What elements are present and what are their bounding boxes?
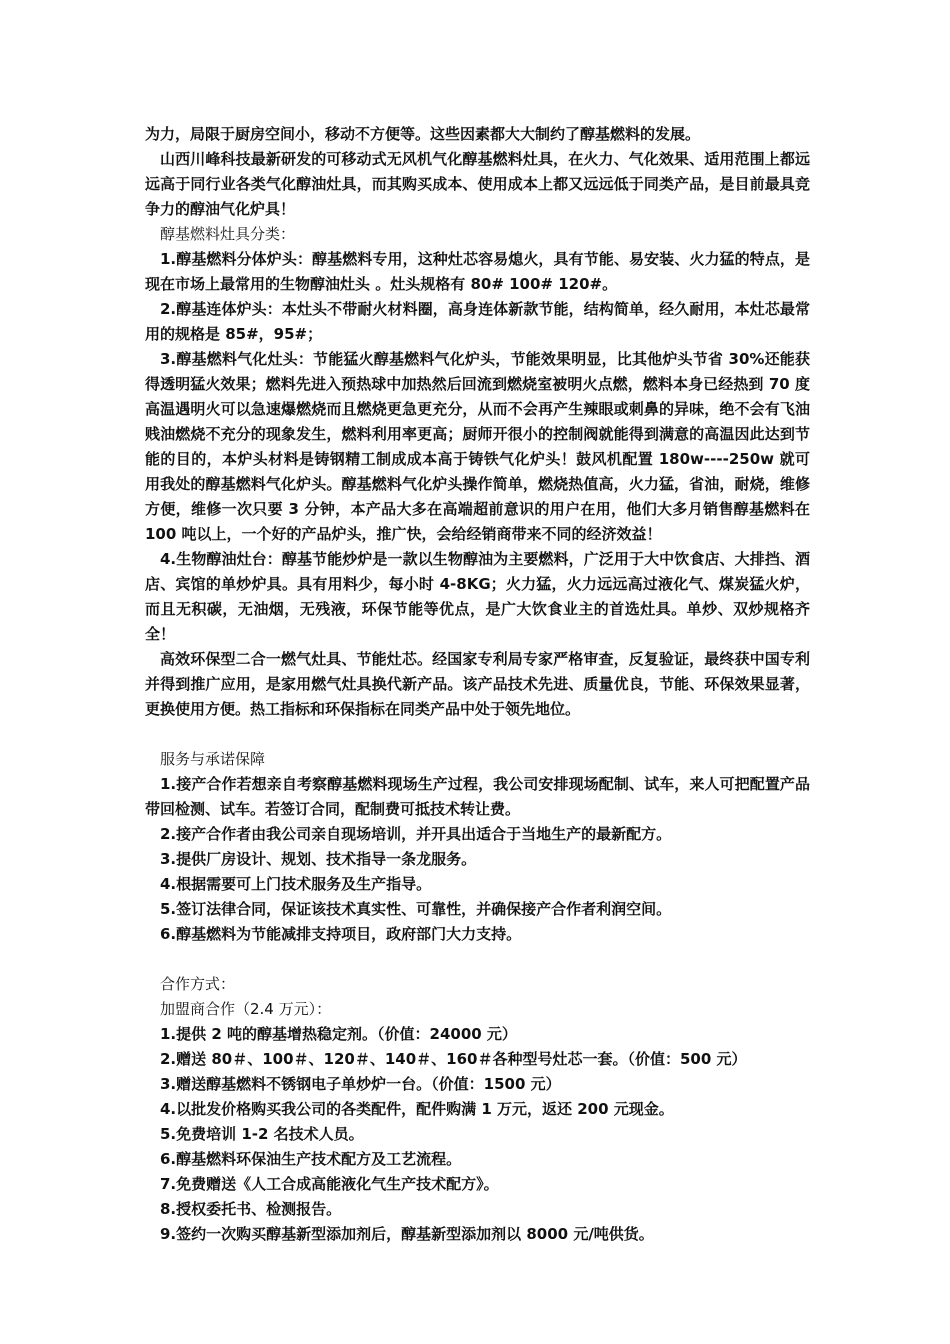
service-item: 5.签订法律合同，保证该技术真实性、可靠性，并确保接产合作者利润空间。 [160, 900, 672, 918]
classification-closing-paragraph: 高效环保型二合一燃气灶具、节能灶芯。经国家专利局专家严格审查，反复验证，最终获中国专利并得到推广应用，是家用燃气灶具换代新产品。该产品技术先进、质量优良，节能、环保效果显著，更换使用方便。热工指标和环保指标在同类产品中处于领先地位。 [145, 650, 810, 718]
cooperation-item: 4.以批发价格购买我公司的各类配件，配件购满 1 万元，返还 200 元现金。 [160, 1100, 674, 1118]
cooperation-item: 8.授权委托书、检测报告。 [160, 1200, 342, 1218]
service-item: 2.接产合作者由我公司亲自现场培训，并开具出适合于当地生产的最新配方。 [160, 825, 672, 843]
service-heading: 服务与承诺保障 [160, 750, 266, 768]
intro-continuation: 为力，局限于厨房空间小，移动不方便等。这些因素都大大制约了醇基燃料的发展。 [145, 125, 701, 143]
cooperation-item: 2.赠送 80＃、100＃、120＃、140＃、160＃各种型号灶芯一套。（价值：500 元） [160, 1050, 747, 1068]
cooperation-item: 5.免费培训 1-2 名技术人员。 [160, 1125, 364, 1143]
classification-item: 4.生物醇油灶台：醇基节能炒炉是一款以生物醇油为主要燃料，广泛用于大中饮食店、大排挡、酒店、宾馆的单炒炉具。具有用料少，每小时 4-8KG；火力猛，火力远远高过液化气、煤炭猛火炉，而且无积碳，无油烟，无残液，环保节能等优点，是广大饮食业主的首选灶具。单炒、双炒规格齐全！ [145, 550, 810, 643]
document-body [145, 122, 810, 1247]
cooperation-item: 7.免费赠送《人工合成高能液化气生产技术配方》。 [160, 1175, 499, 1193]
service-item: 1.接产合作若想亲自考察醇基燃料现场生产过程，我公司安排现场配制、试车，来人可把配置产品带回检测、试车。若签订合同，配制费可抵技术转让费。 [145, 775, 810, 818]
cooperation-heading: 合作方式： [160, 975, 236, 993]
classification-heading: 醇基燃料灶具分类： [160, 225, 296, 243]
service-item: 4.根据需要可上门技术服务及生产指导。 [160, 875, 432, 893]
classification-item: 1.醇基燃料分体炉头：醇基燃料专用，这种灶芯容易熄火，具有节能、易安装、火力猛的特点，是现在市场上最常用的生物醇油灶头 。灶头规格有 80# 100# 120#。 [145, 250, 810, 293]
classification-item: 2.醇基连体炉头：本灶头不带耐火材料圈，高身连体新款节能，结构简单，经久耐用，本灶芯最常用的规格是 85#，95#； [145, 300, 810, 343]
cooperation-item: 3.赠送醇基燃料不锈钢电子单炒炉一台。（价值：1500 元） [160, 1075, 561, 1093]
cooperation-item: 1.提供 2 吨的醇基增热稳定剂。（价值：24000 元） [160, 1025, 517, 1043]
service-item: 6.醇基燃料为节能减排支持项目，政府部门大力支持。 [160, 925, 522, 943]
cooperation-item: 6.醇基燃料环保油生产技术配方及工艺流程。 [160, 1150, 462, 1168]
cooperation-item: 9.签约一次购买醇基新型添加剂后，醇基新型添加剂以 8000 元/吨供货。 [160, 1225, 654, 1243]
cooperation-subheading: 加盟商合作（2.4 万元）： [160, 1000, 332, 1018]
service-item: 3.提供厂房设计、规划、技术指导一条龙服务。 [160, 850, 477, 868]
product-intro-paragraph: 山西川峰科技最新研发的可移动式无风机气化醇基燃料灶具，在火力、气化效果、适用范围上都远远高于同行业各类气化醇油灶具，而其购买成本、使用成本上都又远远低于同类产品，是目前最具竞争力的醇油气化炉具！ [145, 150, 810, 218]
section-spacer [145, 947, 810, 972]
section-spacer [145, 722, 810, 747]
classification-item: 3.醇基燃料气化灶头：节能猛火醇基燃料气化炉头，节能效果明显，比其他炉头节省 30%还能获得透明猛火效果；燃料先进入预热球中加热然后回流到燃烧室被明火点燃，燃料本身已经热到 70 度高温遇明火可以急速爆燃烧而且燃烧更急更充分，从而不会再产生辣眼或刺鼻的异味，绝不会有飞油贱油燃烧不充分的现象发生，燃料利用率更高；厨师开很小的控制阀就能得到满意的高温因此达到节能的目的，本炉头材料是铸钢精工制成成本高于铸铁气化炉头！鼓风机配置 180w----250w 就可用我处的醇基燃料气化炉头。醇基燃料气化炉头操作简单，燃烧热值高，火力猛，省油，耐烧，维修方便，维修一次只要 3 分钟，本产品大多在高端超前意识的用户在用，他们大多月销售醇基燃料在 100 吨以上，一个好的产品炉头，推广快，会给经销商带来不同的经济效益！ [145, 350, 810, 543]
